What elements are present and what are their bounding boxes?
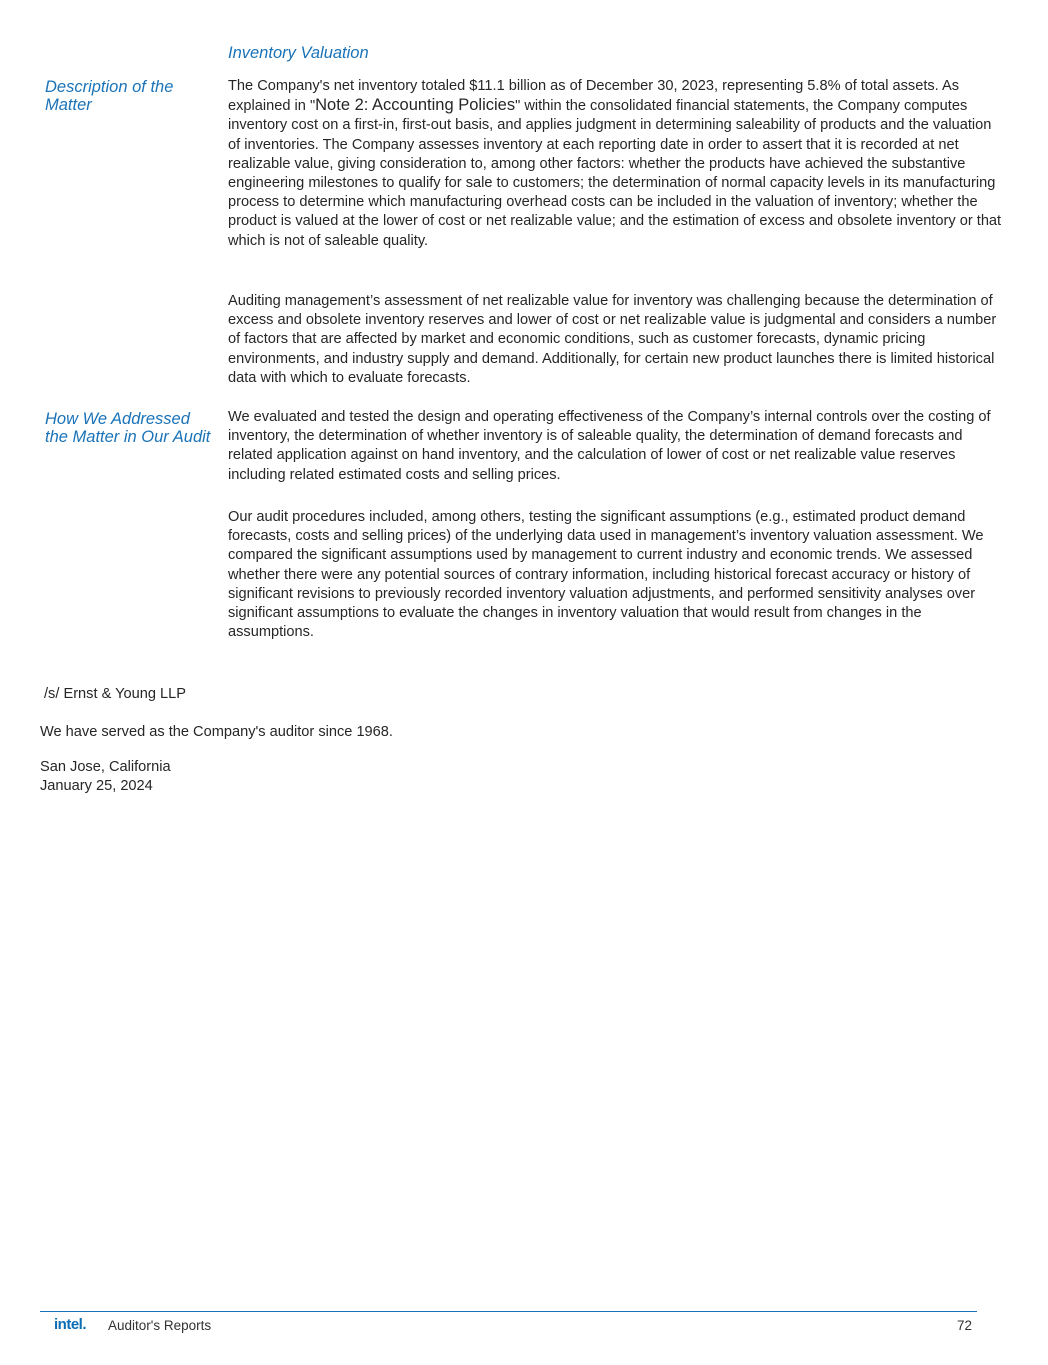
signature-city: San Jose, California [40, 759, 171, 775]
page-number: 72 [956, 1318, 972, 1333]
addressed-paragraph-1: We evaluated and tested the design and operating effectiveness of the Company’s internal controls over the costing of inventory, the determination of whether inventory is of saleable quality, the determination of demand forecasts and related application against on hand inventory, and the calculation of lower of cost or net realizable value reserves including related estimated costs and selling prices. [228, 409, 991, 483]
signature-date: January 25, 2024 [40, 778, 153, 794]
addressed-paragraph-2: Our audit procedures included, among others, testing the significant assumptions (e.g., estimated product demand forecasts, costs and selling prices) of the underlying data used in management’s inventory valuation assessment. We compared the significant assumptions used by management to current industry and economic trends. We assessed whether there were any potential sources of contrary information, including historical forecast accuracy or history of significant revisions to previously recorded inventory valuation adjustments, and performed sensitivity analyses over significant assumptions to evaluate the changes in inventory valuation that would result from changes in the assumptions. [228, 509, 984, 641]
description-text-end: " within the consolidated financial statements, the Company computes inventory cost on a first-in, first-out basis, and applies judgment in determining saleability of products and the valuation of inventories. The Company assesses inventory at each reporting date in order to assert that it is recorded at net realizable value, giving consideration to, among other factors: whether the products have achieved the substantive engineering milestones to qualify for sale to customers; the determination of normal capacity levels in its manufacturing process to determine which manufacturing overhead costs can be included in the valuation of inventory; whether the product is valued at the lower of cost or net realizable value; and the estimation of excess and obsolete inventory or that which is not of saleable quality. [228, 98, 1002, 249]
description-paragraph-2: Auditing management’s assessment of net realizable value for inventory was challenging because the determination of excess and obsolete inventory reserves and lower of cost or net realizable value is judgmental and considers a number of factors that are affected by market and economic conditions, such as customer forecasts, dynamic pricing environments, and industry supply and demand. Additionally, for certain new product launches there is limited historical data with which to evaluate forecasts. [228, 293, 997, 386]
description-paragraph-1 [228, 77, 1006, 251]
footer-divider [40, 1311, 977, 1312]
auditor-since-statement: We have served as the Company's auditor since 1968. [40, 724, 393, 740]
description-label: Description of the Matter [45, 78, 174, 114]
intel-logo: intel. [54, 1316, 87, 1333]
footer-section-name: Auditor's Reports [108, 1318, 212, 1333]
addressed-label: How We Addressed the Matter in Our Audit [45, 410, 211, 446]
signature-firm: /s/ Ernst & Young LLP [44, 686, 186, 702]
section-title: Inventory Valuation [228, 44, 369, 62]
note-2-reference: Note 2: Accounting Policies [315, 96, 516, 115]
description-text-start: The Company's net inventory totaled $11.1 billion as of December 30, 2023, representing 5.8% of total assets. As explained in " [228, 78, 960, 115]
